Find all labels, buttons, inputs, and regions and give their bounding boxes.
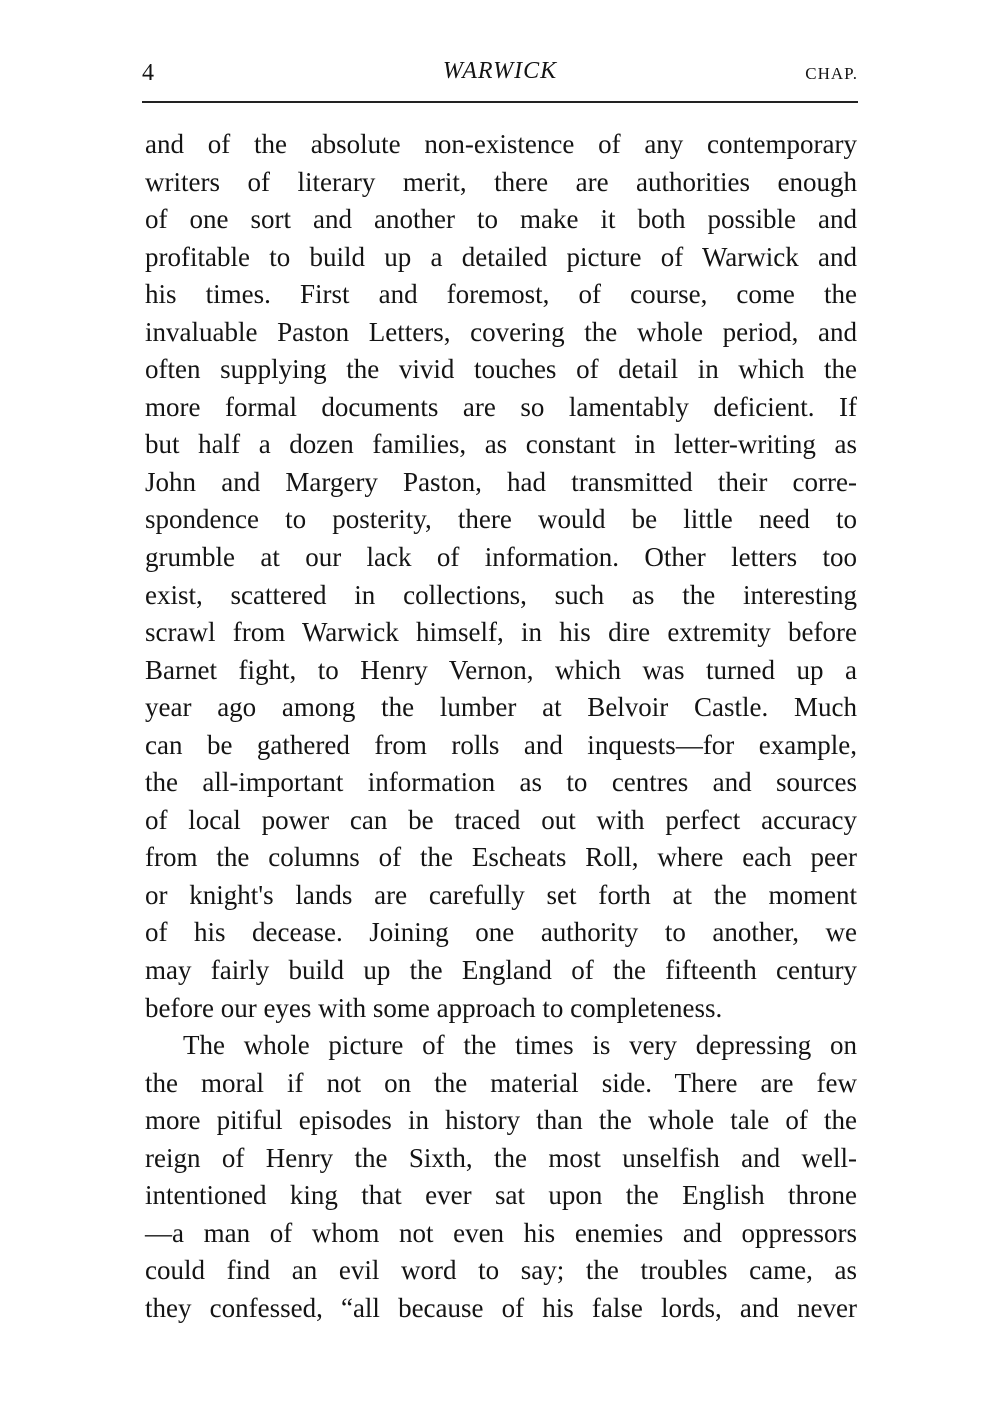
text-line: may fairly build up the England of the fifteenth century [145,955,857,986]
text-line: can be gathered from rolls and inquests—for example, [145,729,857,760]
text-line: grumble at our lack of information. Other letters too [145,542,857,573]
text-line: intentioned king that ever sat upon the English throne [145,1180,857,1211]
text-line: from the columns of the Escheats Roll, where each peer [145,842,857,873]
text-line: spondence to posterity, there would be little need to [145,504,857,535]
text-line: his times. First and foremost, of course, come the [145,279,857,310]
header-rule [142,101,858,103]
chapter-label: CHAP. [805,64,858,83]
text-line: and of the absolute non-existence of any contemporary [145,129,857,159]
body-text [145,126,857,1328]
text-line: scrawl from Warwick himself, in his dire extremity before [145,617,857,648]
text-line: of local power can be traced out with perfect accuracy [145,804,857,835]
text-line: or knight's lands are carefully set forth at the moment [145,879,857,910]
text-line: but half a dozen families, as constant in letter-writing as [145,429,857,460]
text-line: Barnet fight, to Henry Vernon, which was turned up a [145,654,857,685]
paragraph-end-line: before our eyes with some approach to completeness. [145,992,723,1023]
text-line: the all-important information as to centres and sources [145,767,857,798]
running-title: WARWICK [442,58,558,84]
text-line: profitable to build up a detailed picture of Warwick and [145,241,857,272]
text-line: exist, scattered in collections, such as the interesting [145,579,857,610]
text-line: more formal documents are so lamentably deficient. If [145,391,857,422]
text-line: —a man of whom not even his enemies and oppressors [145,1217,857,1248]
text-line: of one sort and another to make it both possible and [145,204,857,235]
text-line: year ago among the lumber at Belvoir Castle. Much [145,692,857,723]
text-line: of his decease. Joining one authority to another, we [145,917,857,948]
text-line: more pitiful episodes in history than the whole tale of the [145,1105,857,1136]
running-header [142,52,858,92]
text-line: could find an evil word to say; the troubles came, as [145,1255,857,1286]
text-line: often supplying the vivid touches of detail in which the [145,354,857,385]
text-line: John and Margery Paston, had transmitted their corre- [145,466,857,497]
paragraph-start-line: The whole picture of the times is very depressing on [183,1030,857,1061]
page-number: 4 [142,60,154,86]
text-line: invaluable Paston Letters, covering the whole period, and [145,316,857,347]
text-line: reign of Henry the Sixth, the most unselfish and well- [145,1142,857,1173]
text-line: the moral if not on the material side. There are few [145,1067,857,1098]
text-line: writers of literary merit, there are authorities enough [145,166,857,197]
text-line: they confessed, “all because of his false lords, and never [145,1292,857,1323]
